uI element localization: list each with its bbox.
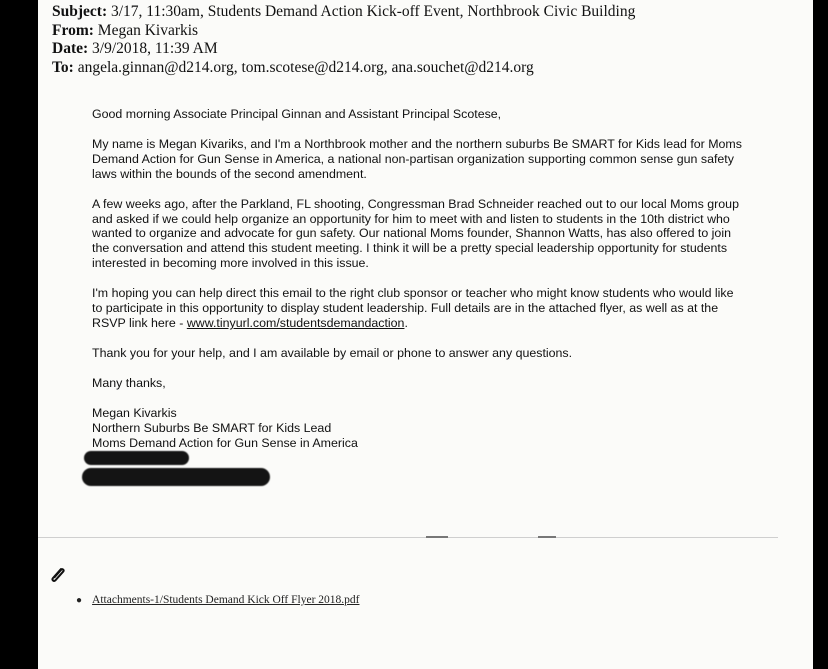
from-label: From: (52, 21, 94, 39)
paragraph-request (92, 286, 742, 331)
subject-label: Subject: (52, 3, 108, 20)
subject-row (52, 3, 635, 22)
to-value: angela.ginnan@d214.org, tom.scotese@d214.org, ana.souchet@d214.org (77, 58, 534, 76)
request-end: . (404, 315, 408, 330)
section-divider (38, 537, 778, 538)
divider-mark (426, 536, 448, 538)
email-body (92, 107, 742, 450)
paragraph-thanks: Thank you for your help, and I am available by email or phone to answer any questions. (92, 345, 573, 360)
signature-title: Northern Suburbs Be SMART for Kids Lead (92, 420, 332, 435)
greeting: Good morning Associate Principal Ginnan and Assistant Principal Scotese, (92, 107, 502, 121)
request-text: I'm hoping you can help direct this email to the right club sponsor or teacher who might know students who would like to participate in this opportunity to display student leadership. Full details are in the attached flyer, as well as at the RSVP link here - (92, 286, 734, 330)
redaction-bar (82, 468, 270, 486)
paragraph-background: A few weeks ago, after the Parkland, FL shooting, Congressman Brad Schneider reached out to our local Moms group and asked if we could help organize an opportunity for him to meet with and listen to students in the 10th district who wanted to organize and advocate for gun safety. Our national Moms founder, Shannon Watts, has also offered to join the conversation and attend this student meeting. I think it will be a pretty special leadership opportunity for students interested in becoming more involved in this issue. (92, 196, 739, 271)
paragraph-intro: My name is Megan Kivariks, and I'm a Northbrook mother and the northern suburbs Be SMART for Kids lead for Moms Demand Action for Gun Sense in America, a national non-partisan organization supporting common sense gun safety laws within the bounds of the second amendment. (92, 136, 742, 181)
from-row (52, 22, 635, 41)
from-value: Megan Kivarkis (97, 21, 199, 39)
date-row (52, 40, 635, 59)
signature-org: Moms Demand Action for Gun Sense in America (92, 435, 358, 450)
signature-name: Megan Kivarkis (92, 405, 177, 420)
to-row (52, 59, 635, 78)
subject-value: 3/17, 11:30am, Students Demand Action Kick-off Event, Northbrook Civic Building (110, 3, 636, 20)
signature-block (92, 406, 742, 451)
bullet-icon: ● (76, 595, 83, 606)
to-label: To: (52, 58, 74, 76)
divider-mark (538, 536, 556, 538)
closing: Many thanks, (92, 375, 166, 390)
email-header (52, 3, 635, 77)
date-label: Date: (52, 40, 89, 58)
rsvp-link[interactable]: www.tinyurl.com/studentsdemandaction (186, 315, 405, 330)
attachment-list (76, 594, 359, 606)
email-printout (38, 0, 813, 669)
paperclip-icon (48, 565, 68, 585)
redaction-bar (84, 451, 189, 465)
date-value: 3/9/2018, 11:39 AM (92, 40, 218, 58)
attachment-link[interactable]: Attachments-1/Students Demand Kick Off Flyer 2018.pdf (92, 594, 360, 606)
